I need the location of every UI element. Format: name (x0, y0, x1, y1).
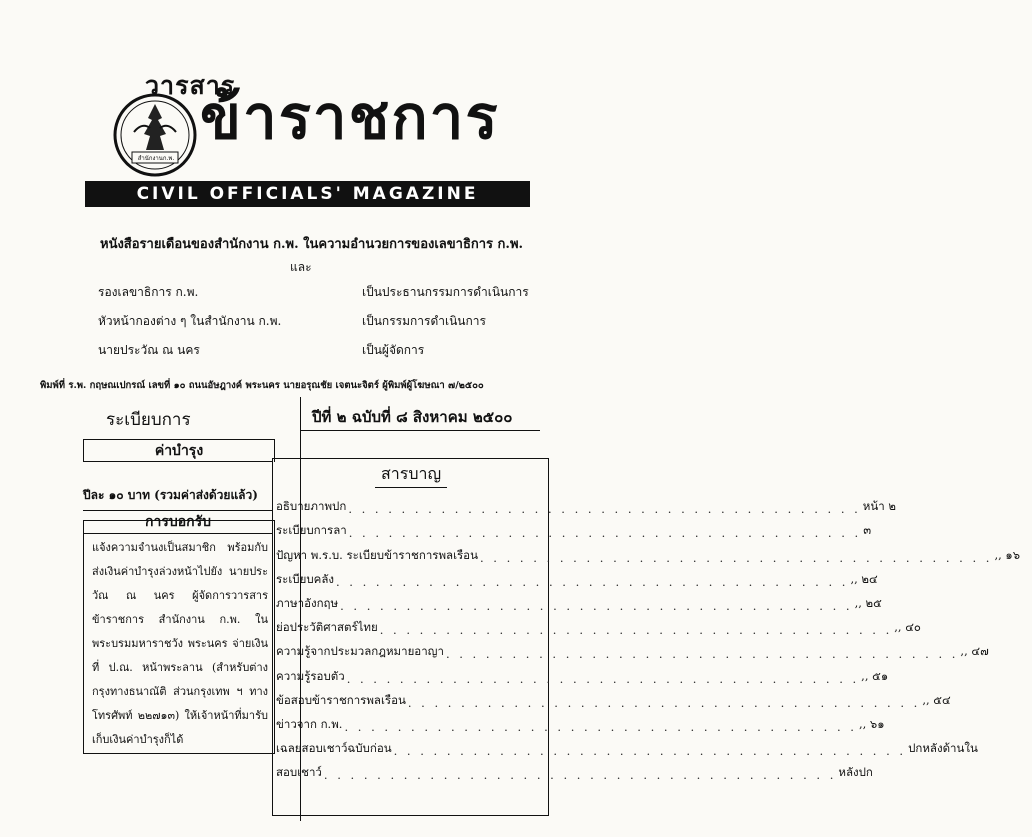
fee-heading: ค่าบำรุง (83, 439, 275, 462)
toc-item-page: ,, ๑๖ (994, 547, 1021, 562)
toc-item-page: ,, ๒๔ (850, 571, 878, 586)
toc-item-title: เฉลยสอบเชาว์ฉบับก่อน (276, 741, 392, 756)
toc-leader-dots: . . . . . . . . . . . . . . . . . . . . . . . . . . . . . . . . . . . . . . . (348, 526, 862, 541)
toc-item[interactable] (276, 710, 885, 734)
toc-item[interactable] (276, 637, 989, 662)
toc-item[interactable] (276, 516, 872, 541)
english-title-banner (85, 181, 530, 207)
staff-name: นายประวัณ ณ นคร (98, 343, 200, 357)
toc-leader-dots: . . . . . . . . . . . . . . . . . . . . . . . . . . . . . . . . . . . . . . . (346, 671, 860, 686)
toc-item[interactable] (276, 734, 978, 759)
toc-item[interactable] (276, 613, 921, 638)
toc-item-page: ,, ๒๕ (854, 595, 882, 610)
toc-item-title: สอบเชาว์ (276, 765, 322, 780)
toc-leader-dots: . . . . . . . . . . . . . . . . . . . . . . . . . . . . . . . . . . . . . . . (340, 598, 853, 613)
staff-name: หัวหน้ากองต่าง ๆ ในสำนักงาน ก.พ. (98, 314, 282, 328)
toc-item-title: ความรู้จากประมวลกฎหมายอาญา (276, 644, 444, 659)
toc-item-page: ,, ๕๔ (922, 692, 951, 707)
toc-title: สารบาญ (375, 462, 447, 488)
magazine-small-title: วารสาร (145, 71, 236, 100)
toc-leader-dots: . . . . . . . . . . . . . . . . . . . . . . . . . . . . . . . . . . . . . . . (348, 502, 861, 517)
fee-line: ปีละ ๑๐ บาท (รวมค่าส่งด้วยแล้ว) (83, 488, 258, 502)
toc-item-page: ,, ๖๑ (858, 716, 885, 731)
toc-item[interactable] (276, 686, 951, 710)
printer-line: พิมพ์ที่ ร.พ. กฤษณเปกรณ์ เลขที่ ๑๐ ถนนอัษฎางค์ พระนคร นายอรุณชัย เจตนะจิตร์ ผู้พิมพ์ผู้โฆษณา ๗/๒๕๐๐ (40, 380, 484, 391)
staff-role: เป็นกรรมการดำเนินการ (362, 314, 486, 328)
toc-item-page: หลังปก (838, 765, 873, 780)
toc-item-title: ปัญหา พ.ร.บ. ระเบียบข้าราชการพลเรือน (276, 547, 478, 562)
toc-leader-dots: . . . . . . . . . . . . . . . . . . . . . . . . . . . . . . . . . . . . . . . (393, 744, 907, 759)
staff-role: เป็นประธานกรรมการดำเนินการ (362, 285, 529, 299)
toc-item-title: อธิบายภาพปก (276, 499, 347, 514)
toc-leader-dots: . . . . . . . . . . . . . . . . . . . . . . . . . . . . . . . . . . . . . . . (407, 695, 921, 710)
toc-item-title: ระเบียบการลา (276, 523, 347, 538)
toc-item-page: ,, ๔๐ (894, 620, 921, 635)
toc-leader-dots: . . . . . . . . . . . . . . . . . . . . . . . . . . . . . . . . . . . . . . . (479, 550, 993, 565)
toc-leader-dots: . . . . . . . . . . . . . . . . . . . . . . . . . . . . . . . . . . . . . . . (344, 719, 857, 734)
toc-item-title: ย่อประวัติศาสตร์ไทย (276, 620, 378, 635)
subscription-heading: การบอกรับ (83, 510, 273, 534)
toc-leader-dots: . . . . . . . . . . . . . . . . . . . . . . . . . . . . . . . . . . . . . . . (335, 574, 849, 589)
toc-item-title: ข่าวจาก ก.พ. (276, 716, 343, 731)
toc-item-page: ,, ๔๗ (960, 644, 989, 659)
toc-item-page: ,, ๕๑ (861, 668, 889, 683)
toc-item-title: ข้อสอบข้าราชการพลเรือน (276, 692, 406, 707)
publication-subtitle: หนังสือรายเดือนของสำนักงาน ก.พ. ในความอำนวยการของเลขาธิการ ก.พ. (100, 237, 524, 252)
and-word: และ (290, 260, 312, 274)
toc-leader-dots: . . . . . . . . . . . . . . . . . . . . . . . . . . . . . . . . . . . . . . . (379, 623, 893, 638)
english-title: CIVIL OFFICIALS' MAGAZINE (136, 184, 479, 204)
toc-item[interactable] (276, 540, 1021, 565)
toc-item-page: ๓ (863, 523, 872, 538)
toc-leader-dots: . . . . . . . . . . . . . . . . . . . . . . . . . . . . . . . . . . . . . . . (445, 647, 959, 662)
toc-item[interactable] (276, 661, 889, 686)
subscription-body: แจ้งความจำนงเป็นสมาชิก พร้อมกับส่งเงินค่าบำรุงล่วงหน้าไปยัง นายประวัณ ณ นคร ผู้จัดการวารสารข้าราชการ สำนักงาน ก.พ. ในพระบรมมหาราชวัง พระนคร จ่ายเงินที่ ป.ณ. หน้าพระลาน (สำหรับต่างกรุงทางธนาณัติ ส่วนกรุงเทพ ฯ ทางโทรศัพท์ ๒๒๗๑๓) ให้เจ้าหน้าที่มารับเก็บเงินค่าบำรุงก็ได้ (92, 541, 268, 746)
emblem-label: สำนักงานก.พ. (137, 155, 175, 162)
toc-item[interactable] (276, 589, 882, 613)
toc-item-page: หน้า ๒ (862, 499, 896, 514)
toc-item[interactable] (276, 758, 873, 783)
toc-list (276, 492, 1021, 783)
toc-item-title: ระเบียบคลัง (276, 571, 334, 586)
toc-item[interactable] (276, 565, 878, 589)
toc-leader-dots: . . . . . . . . . . . . . . . . . . . . . . . . . . . . . . . . . . . . . . . (323, 768, 837, 783)
magazine-title: ข้าราชการ (200, 83, 500, 153)
toc-item-title: ภาษาอังกฤษ (276, 595, 339, 610)
staff-name: รองเลขาธิการ ก.พ. (98, 285, 199, 299)
fee-rule (83, 461, 273, 462)
toc-item[interactable] (276, 492, 896, 517)
staff-role: เป็นผู้จัดการ (362, 343, 425, 357)
issue-line: ปีที่ ๒ ฉบับที่ ๘ สิงหาคม ๒๕๐๐ (312, 408, 513, 426)
toc-item-title: ความรู้รอบตัว (276, 668, 345, 683)
issue-rule (300, 430, 540, 431)
regulations-title: ระเบียบการ (106, 410, 191, 430)
toc-item-page: ปกหลังด้านใน (908, 741, 978, 756)
